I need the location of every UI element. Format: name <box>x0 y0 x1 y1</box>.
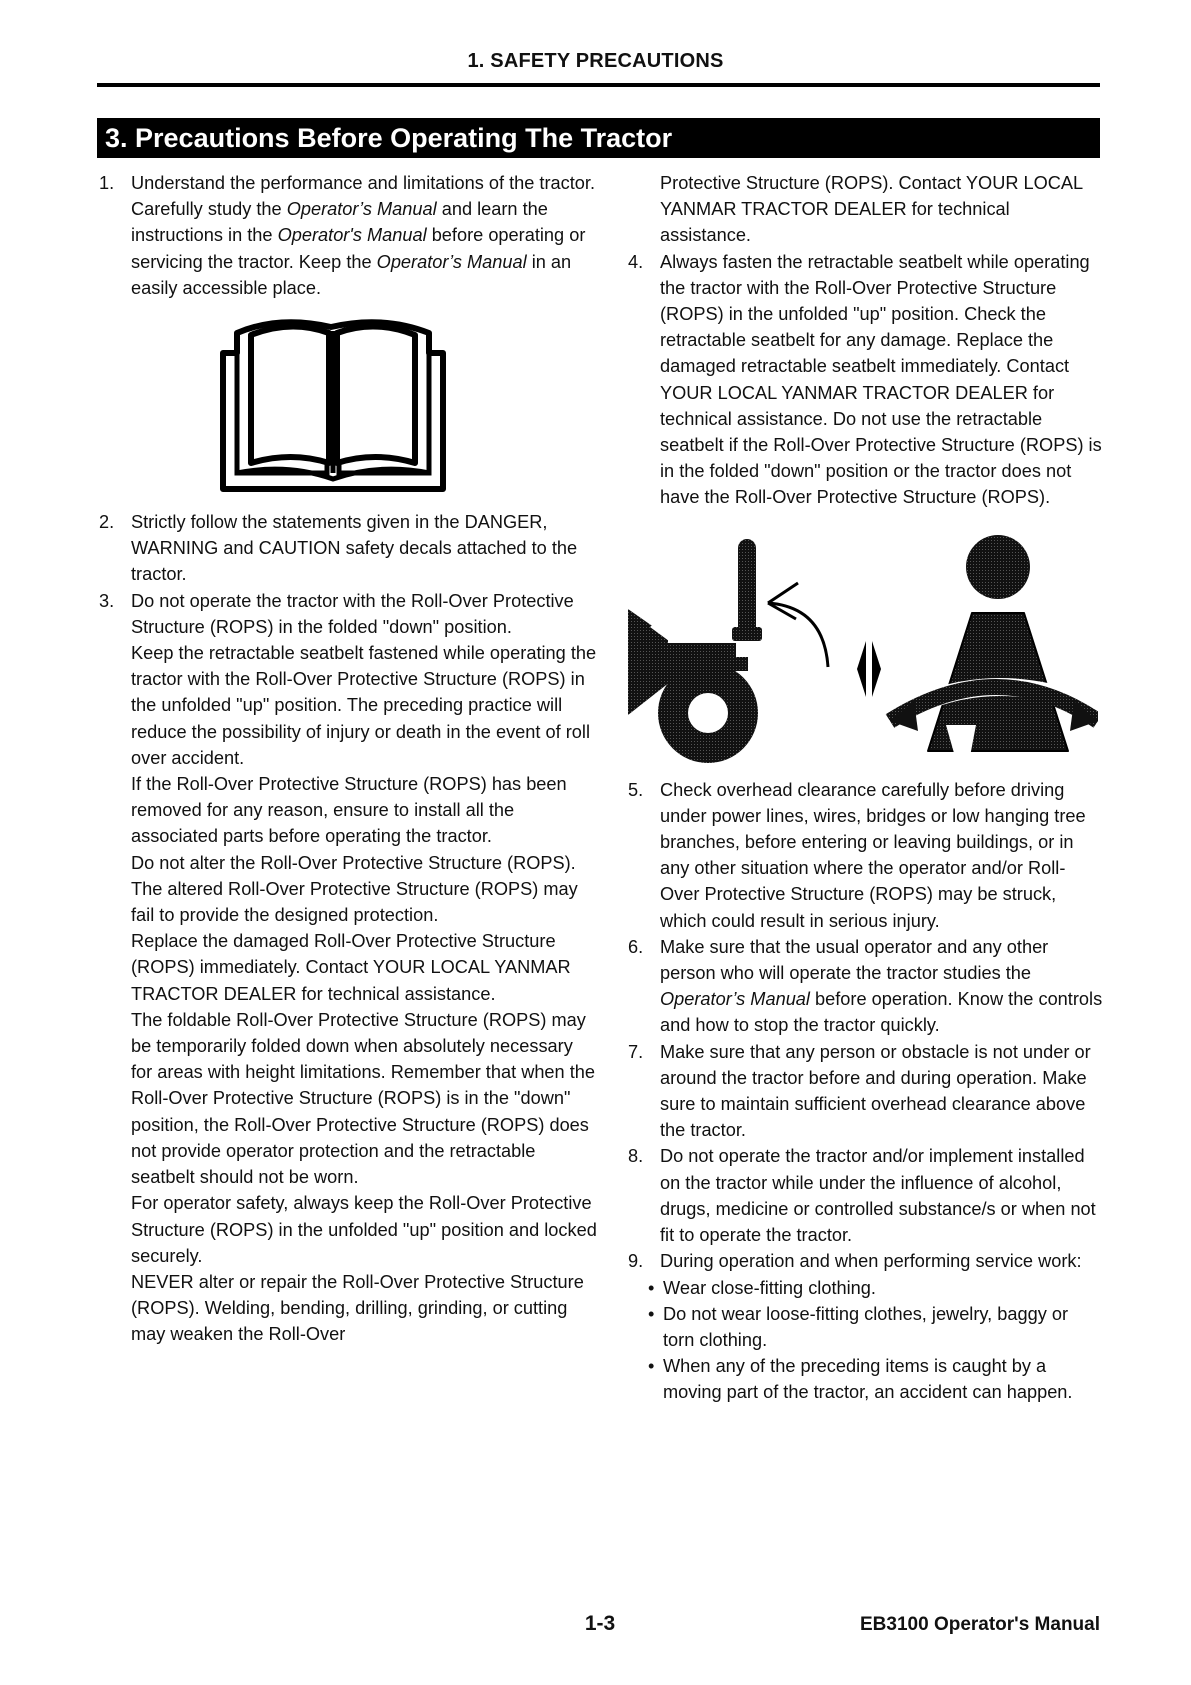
list-item-3-continued <box>628 170 1103 249</box>
item-number: 6. <box>628 936 644 957</box>
item-paragraph: NEVER alter or repair the Roll-Over Protective Structure (ROPS). Welding, bending, drilling, grinding, or cutting may weaken the Roll-Over <box>131 1271 584 1345</box>
item-number: 5. <box>628 779 644 800</box>
double-arrow-icon <box>857 641 881 697</box>
item-text: Always fasten the retractable seatbelt while operating the tractor with the Roll-Over Protective Structure (ROPS) in the unfolded "up" position. Check the retractable seatbelt for any damage. Replace the damaged retractable seatbelt immediately. Contact YOUR LOCAL YANMAR TRACTOR DEALER for technical assistance. Do not use the retractable seatbelt if the Roll-Over Protective Structure (ROPS) is in the folded "down" position or the tractor does not have the Roll-Over Protective Structure (ROPS). <box>660 251 1102 508</box>
item-paragraph: Replace the damaged Roll-Over Protective Structure (ROPS) immediately. Contact YOUR LOCAL YANMAR TRACTOR DEALER for technical assistance. <box>131 931 571 1004</box>
chapter-title: 1. SAFETY PRECAUTIONS <box>467 50 724 72</box>
bullet-item <box>628 1353 1103 1405</box>
bullet-text: Wear close-fitting clothing. <box>663 1277 876 1298</box>
item-paragraph: For operator safety, always keep the Roll-Over Protective Structure (ROPS) in the unfolded "up" position and locked securely. <box>131 1193 597 1266</box>
list-item-6 <box>628 934 1103 1039</box>
item-text: Strictly follow the statements given in the DANGER, WARNING and CAUTION safety decals attached to the tractor. <box>131 512 578 585</box>
item-text: before operation. Know the controls and how to stop the tractor quickly. <box>660 989 1103 1036</box>
item-text: Make sure that the usual operator and any other person who will operate the tractor studies the <box>660 936 1049 984</box>
seated-operator-icon <box>890 535 1098 767</box>
fold-arrow-icon <box>768 583 828 667</box>
bullet-text: When any of the preceding items is caught by a moving part of the tractor, an accident can happen. <box>663 1356 1073 1403</box>
item-paragraph: Do not operate the tractor with the Roll-Over Protective Structure (ROPS) in the folded "down" position. <box>131 590 574 637</box>
item-number: 1. <box>99 173 115 193</box>
item-text: in an easily accessible place. <box>131 251 572 298</box>
bullet-item <box>628 1275 1103 1301</box>
list-item-1 <box>99 170 599 301</box>
manual-title-italic: Operator’s Manual <box>660 989 810 1010</box>
item-text: Do not operate the tractor and/or implement installed on the tractor while under the influence of alcohol, drugs, medicine or controlled substance/s or when not fit to operate the tractor. <box>660 1146 1096 1246</box>
item-number: 3. <box>99 590 115 611</box>
list-item-2 <box>99 509 599 588</box>
list-item-5 <box>628 777 1103 934</box>
manual-title-italic: Operator’s Manual <box>286 199 437 220</box>
bullet-icon: • <box>648 1277 655 1298</box>
item-text: and learn the instructions in the <box>131 199 548 246</box>
bullet-icon: • <box>648 1303 655 1324</box>
manual-title: EB3100 Operator's Manual <box>860 1614 1100 1635</box>
item-paragraph: Protective Structure (ROPS). Contact YOUR LOCAL YANMAR TRACTOR DEALER for technical assistance. <box>660 173 1083 246</box>
page-number: 1-3 <box>584 1612 616 1635</box>
item-text: Check overhead clearance carefully before driving under power lines, wires, bridges or low hanging tree branches, before entering or leaving buildings, or in any other situation where the operator and/or Roll-Over Protective Structure (ROPS) may be struck, which could result in serious injury. <box>660 779 1086 931</box>
item-text: before operating or servicing the tractor. Keep the <box>131 225 586 272</box>
left-column <box>99 170 599 1348</box>
bullet-text: Do not wear loose-fitting clothes, jewelry, baggy or torn clothing. <box>663 1303 1069 1350</box>
item-number: 4. <box>628 251 644 272</box>
list-item-7 <box>628 1039 1103 1144</box>
item-text: Understand the performance and limitations of the tractor. Carefully study the <box>131 173 596 220</box>
item-text: During operation and when performing service work: <box>660 1251 1082 1272</box>
manual-title-italic: Operator's Manual <box>277 225 427 246</box>
item-text: Make sure that any person or obstacle is not under or around the tractor before and during operation. Make sure to maintain sufficient overhead clearance above the tractor. <box>660 1041 1091 1141</box>
item-paragraph: If the Roll-Over Protective Structure (ROPS) has been removed for any reason, ensure to install all the associated parts before operating the tractor. <box>131 774 567 847</box>
item-number: 9. <box>628 1251 644 1272</box>
section-title: 3. Precautions Before Operating The Tractor <box>105 123 673 153</box>
list-item-8 <box>628 1143 1103 1248</box>
item-paragraph: The foldable Roll-Over Protective Structure (ROPS) may be temporarily folded down when absolutely necessary for areas with height limitations. Remember that when the Roll-Over Protective Structure (ROPS) is in the "down" position, the Roll-Over Protective Structure (ROPS) does not provide operator protection and the retractable seatbelt should not be worn. <box>131 1009 596 1188</box>
item-number: 8. <box>628 1146 644 1167</box>
rops-bar-icon <box>732 539 762 641</box>
item-number: 7. <box>628 1041 644 1062</box>
right-column <box>628 170 1103 1406</box>
header-rule <box>97 83 1100 87</box>
section-banner <box>97 118 1100 158</box>
bullet-icon: • <box>648 1356 655 1377</box>
read-manual-book-icon <box>217 313 449 495</box>
list-item-9 <box>628 1248 1103 1274</box>
rops-seatbelt-pictogram <box>628 525 1098 767</box>
item-paragraph: Do not alter the Roll-Over Protective Structure (ROPS). The altered Roll-Over Protective Structure (ROPS) may fail to provide the designed protection. <box>131 852 578 926</box>
bullet-item <box>628 1301 1103 1353</box>
item-paragraph: Keep the retractable seatbelt fastened while operating the tractor with the Roll-Over Protective Structure (ROPS) in the unfolded "up" position. The preceding practice will reduce the possibility of injury or death in the event of roll over accident. <box>131 643 597 768</box>
item-number: 2. <box>99 512 115 533</box>
list-item-3 <box>99 588 599 1348</box>
list-item-4 <box>628 249 1103 511</box>
manual-title-italic: Operator’s Manual <box>376 251 527 272</box>
